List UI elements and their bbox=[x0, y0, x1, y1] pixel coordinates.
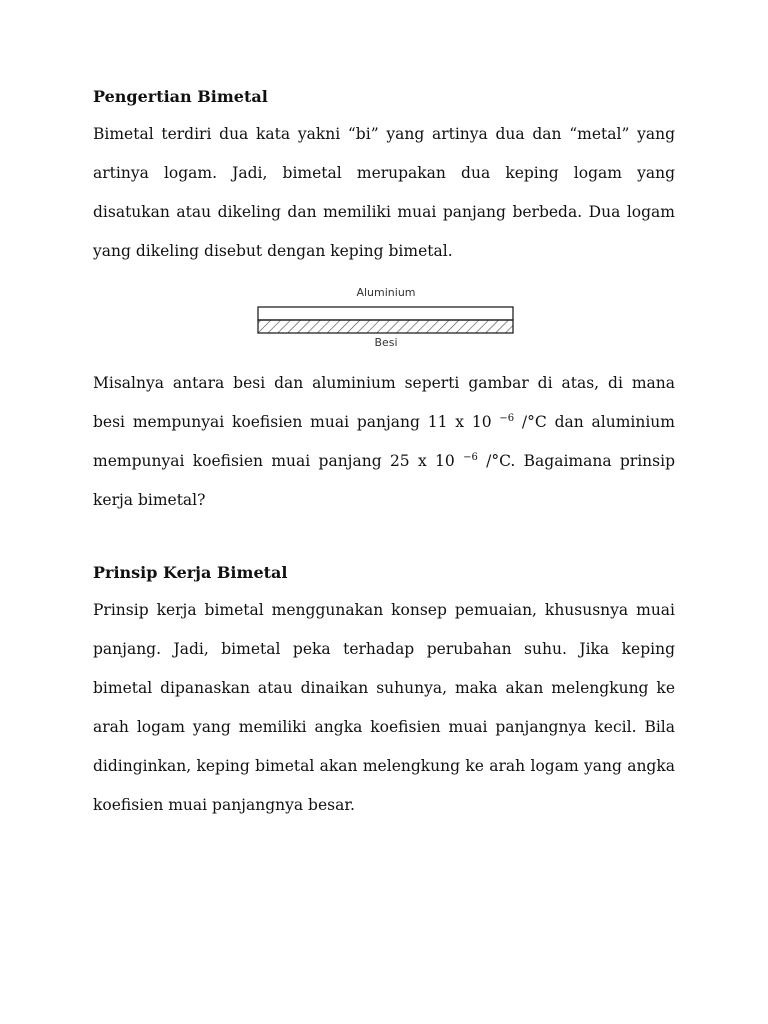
bimetal-diagram bbox=[255, 286, 517, 352]
text-line bbox=[93, 442, 675, 481]
text-segment: besi mempunyai koefisien muai panjang 11 x 10 bbox=[93, 413, 500, 431]
text-line: koefisien muai panjangnya besar. bbox=[93, 796, 355, 814]
text-line: Misalnya antara besi dan aluminium seperti gambar di atas, di mana bbox=[93, 374, 675, 392]
besi-layer bbox=[258, 320, 513, 333]
section-heading-prinsip: Prinsip Kerja Bimetal bbox=[93, 563, 288, 582]
besi-label: Besi bbox=[374, 336, 398, 349]
text-line: bimetal dipanaskan atau dinaikan suhunya, maka akan melengkung ke bbox=[93, 679, 675, 697]
text-line: arah logam yang memiliki angka koefisien muai panjangnya kecil. Bila bbox=[93, 718, 675, 736]
text-line: Bimetal terdiri dua kata yakni “bi” yang artinya dua dan “metal” yang bbox=[93, 125, 675, 143]
text-line: Prinsip kerja bimetal menggunakan konsep pemuaian, khususnya muai bbox=[93, 601, 675, 619]
text-line: disatukan atau dikeling dan memiliki muai panjang berbeda. Dua logam bbox=[93, 203, 675, 221]
text-line: didinginkan, keping bimetal akan melengkung ke arah logam yang angka bbox=[93, 757, 675, 775]
exponent: −6 bbox=[463, 452, 478, 463]
aluminium-layer bbox=[258, 307, 513, 320]
aluminium-label: Aluminium bbox=[356, 286, 416, 299]
text-segment: /°C. Bagaimana prinsip bbox=[477, 452, 675, 470]
text-segment: /°C dan aluminium bbox=[514, 413, 675, 431]
paragraph-pengertian bbox=[93, 115, 675, 271]
text-line: kerja bimetal? bbox=[93, 491, 206, 509]
paragraph-misalnya bbox=[93, 364, 675, 520]
paragraph-prinsip bbox=[93, 591, 675, 825]
exponent: −6 bbox=[499, 413, 515, 424]
text-line: panjang. Jadi, bimetal peka terhadap perubahan suhu. Jika keping bbox=[93, 640, 675, 658]
text-line: artinya logam. Jadi, bimetal merupakan dua keping logam yang bbox=[93, 164, 675, 182]
text-line: yang dikeling disebut dengan keping bimetal. bbox=[93, 242, 453, 260]
section-heading-pengertian: Pengertian Bimetal bbox=[93, 87, 268, 106]
text-line bbox=[93, 403, 675, 442]
text-segment: mempunyai koefisien muai panjang 25 x 10 bbox=[93, 452, 464, 470]
